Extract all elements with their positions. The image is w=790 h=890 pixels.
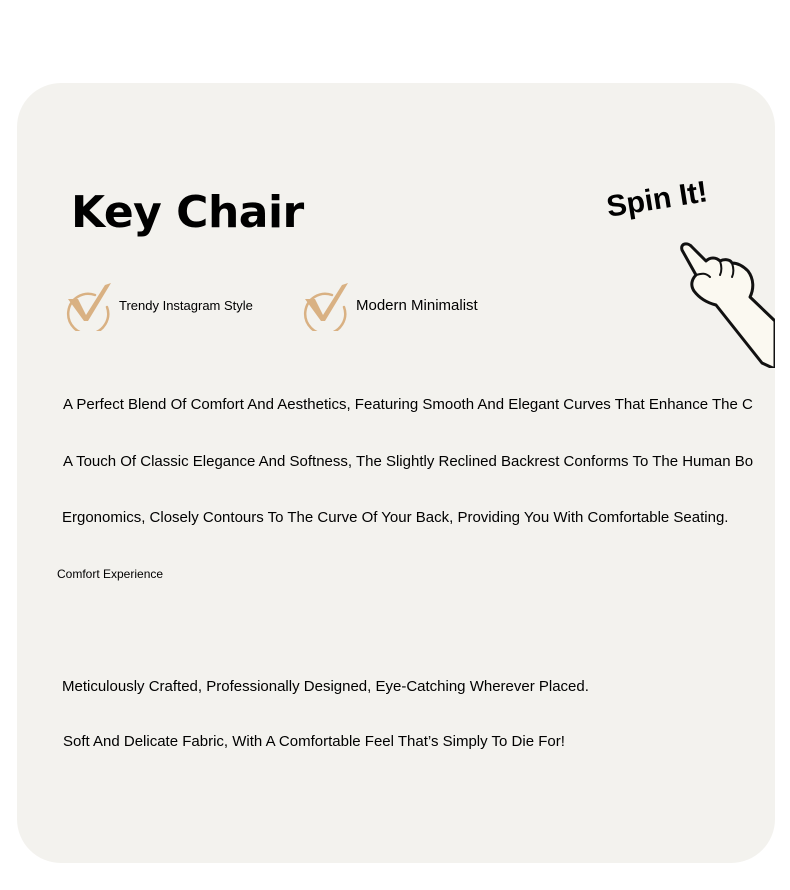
description-line: Ergonomics, Closely Contours To The Curve Of Your Back, Providing You With Comfortable Seating. [62, 509, 729, 526]
comfort-experience-tag: Comfort Experience [57, 567, 164, 581]
pointing-hand-icon[interactable] [662, 233, 775, 368]
description-line: A Perfect Blend Of Comfort And Aesthetics, Featuring Smooth And Elegant Curves That Enhance The C [63, 396, 753, 413]
product-card [17, 83, 775, 863]
description-line: Soft And Delicate Fabric, With A Comfortable Feel That’s Simply To Die For! [63, 733, 565, 750]
feature-label: Modern Minimalist [356, 296, 478, 314]
feature-item-trendy [65, 279, 253, 331]
product-title: Key Chair [71, 187, 304, 238]
spin-it-label[interactable]: Spin It! [604, 175, 710, 224]
feature-item-minimalist [302, 279, 478, 331]
description-line: A Touch Of Classic Elegance And Softness, The Slightly Reclined Backrest Conforms To The Human Bo [63, 453, 754, 470]
feature-label: Trendy Instagram Style [119, 297, 253, 313]
checkmark-icon [65, 279, 113, 331]
description-line: Meticulously Crafted, Professionally Designed, Eye-Catching Wherever Placed. [62, 678, 589, 695]
checkmark-icon [302, 279, 350, 331]
